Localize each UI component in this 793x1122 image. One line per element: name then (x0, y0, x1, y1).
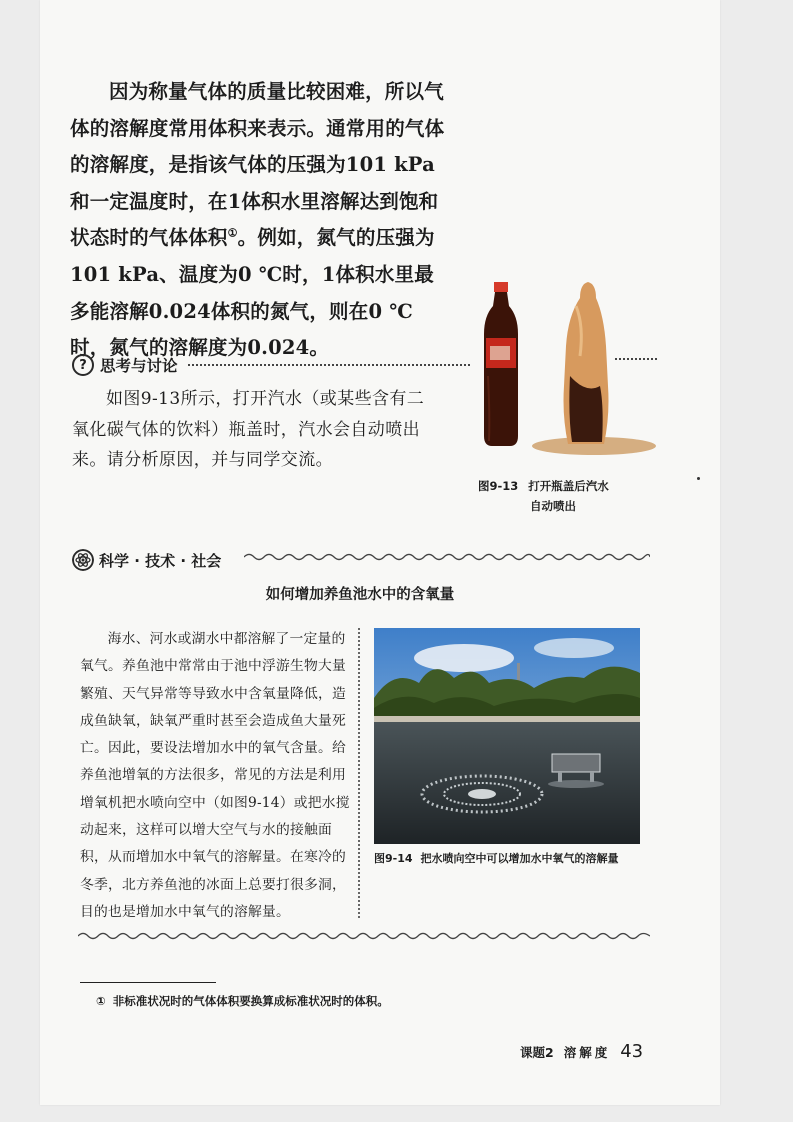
footnote-mark: ① (96, 994, 106, 1008)
sts-heading (72, 548, 221, 572)
chapter-title: 溶解度 (563, 1045, 611, 1060)
sts-title: 科学 · 技术 · 社会 (99, 551, 222, 570)
wavy-rule (244, 551, 650, 563)
dotted-divider (358, 628, 360, 918)
dotted-rule (188, 364, 470, 366)
page-footer (520, 1041, 643, 1062)
think-discuss-title: 思考与讨论 (100, 357, 178, 375)
cola-bottle-icon (484, 282, 518, 446)
figure-9-14-caption: 图9-14 把水喷向空中可以增加水中氧气的溶解量 (374, 852, 619, 865)
fish-pond-photo (374, 628, 640, 844)
footnote-rule (80, 982, 216, 983)
page-number: 43 (620, 1041, 644, 1062)
scan-speck (697, 477, 700, 480)
article-title: 如何增加养鱼池水中的含氧量 (265, 587, 455, 603)
question-bulb-icon: ? (72, 354, 94, 376)
figure-number: 图9-14 (374, 852, 413, 865)
article-body: 海水、河水或湖水中都溶解了一定量的氧气。养鱼池中常常由于池中浮游生物大量繁殖、天气异常等导致水中含氧量降低，造成鱼缺氧，缺氧严重时甚至会造成鱼大量死亡。因此，要设法增加水中的氧气含量。给养鱼池增氧的方法很多，常见的方法是利用增氧机把水喷向空中（如图9-14）或把水搅动起来，这样可以增大空气与水的接触面积，从而增加水中氧气的溶解量。在寒冷的冬季，北方养鱼池的冰面上总要打很多洞，目的也是增加水中氧气的溶解量。 (80, 631, 350, 920)
atom-icon (72, 549, 94, 571)
wavy-rule (78, 930, 650, 942)
think-discuss-heading (72, 352, 178, 378)
lesson-label: 课题2 (520, 1045, 554, 1060)
intro-paragraph: 因为称量气体的质量比较困难，所以气体的溶解度常用体积来表示。通常用的气体的溶解度，是指该气体的压强为101 kPa和一定温度时，在1体积水里溶解达到饱和状态时的气体体积①。例如，氮气的压强为101 kPa、温度为0 ℃时，1体积水里最多能溶解0.024体积的氮气，则在0 ℃时，氮气的溶解度为0.024。 (70, 80, 445, 360)
soda-bottles-figure (476, 276, 666, 466)
figure-number: 图9-13 (478, 479, 519, 493)
footnote-reference[interactable]: ① (227, 226, 238, 240)
think-discuss-text: 如图9-13所示，打开汽水（或某些含有二氧化碳气体的饮料）瓶盖时，汽水会自动喷出来。请分析原因，并与同学交流。 (72, 389, 425, 470)
foaming-bottle-icon (532, 282, 656, 455)
footnote: ① 非标准状况时的气体体积要换算成标准状况时的体积。 (96, 994, 389, 1008)
figure-9-13-caption: 图9-13 打开瓶盖后汽水 自动喷出 (478, 479, 609, 513)
aerator-machine-icon (548, 754, 604, 788)
